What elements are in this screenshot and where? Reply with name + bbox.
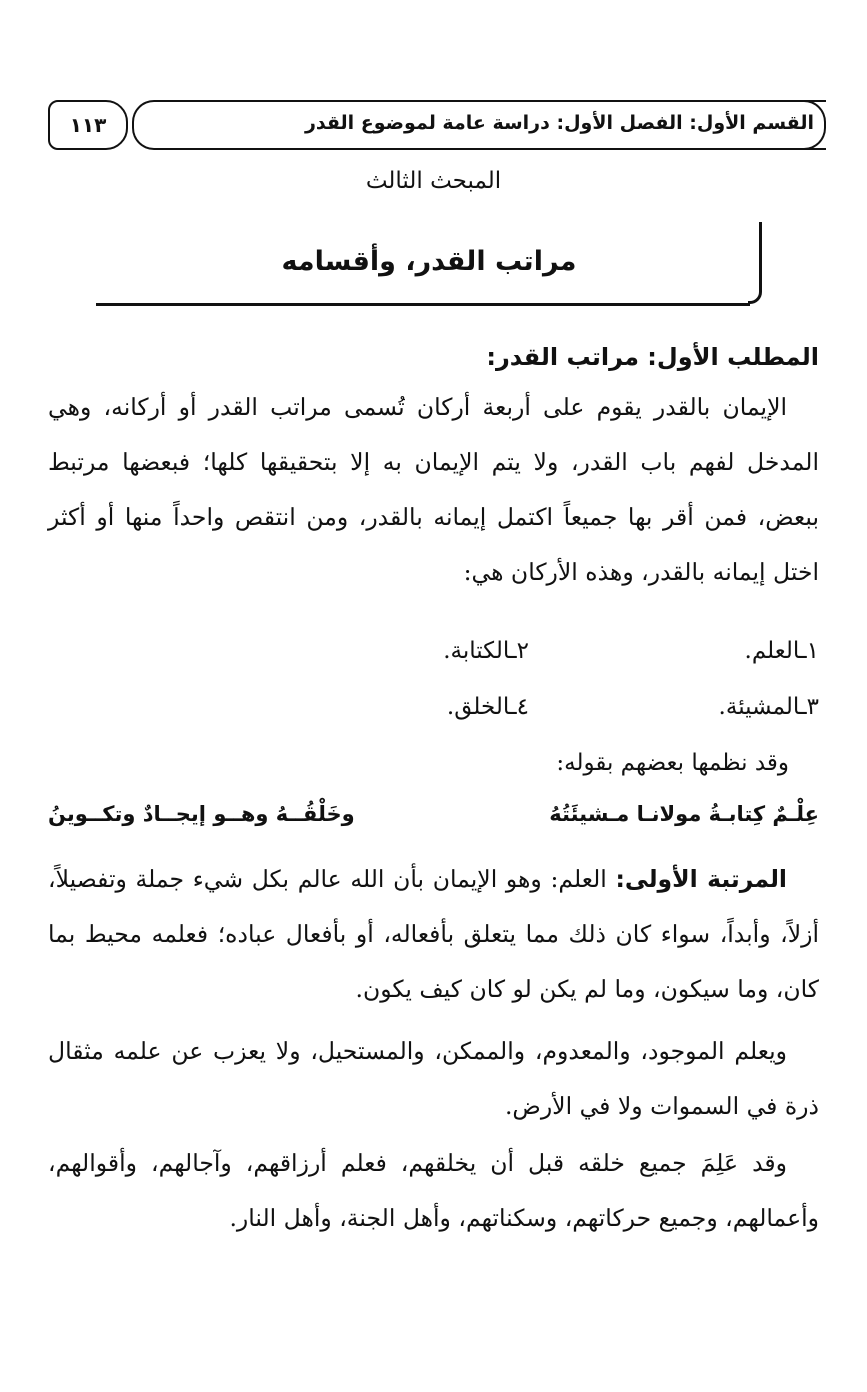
pillar-item: ٣ـالمشيئة. (718, 694, 819, 720)
subheading: المطلب الأول: مراتب القدر: (486, 343, 819, 371)
rank-one-text: العلم: وهو الإيمان بأن الله عالم بكل شيء جملة وتفصيلاً، أزلاً، وأبداً، سواء كان ذلك مما يتعلق بأفعاله، أو بأفعال عباده؛ فعلمه محيط بما كان، وما سيكون، وما لم يكن لو كان كيف يكون. (48, 865, 819, 1003)
rank-one-paragraph (48, 852, 819, 1017)
verse-second-hemistich: وخَلْقُــهُ وهــو إيجــادٌ وتكــوينُ (48, 802, 355, 826)
title-underline (96, 303, 750, 306)
poem-intro: وقد نظمها بعضهم بقوله: (556, 750, 789, 776)
pillar-item: ٢ـالكتابة. (443, 638, 529, 664)
section-label: المبحث الثالث (365, 168, 502, 194)
creation-paragraph: وقد عَلِمَ جميع خلقه قبل أن يخلقهم، فعلم أرزاقهم، وآجالهم، وأقوالهم، وأعمالهم، وجميع حركاتهم، وسكناتهم، وأهل الجنة، وأهل النار. (48, 1149, 819, 1232)
running-header (48, 100, 826, 152)
intro-paragraph: الإيمان بالقدر يقوم على أربعة أركان تُسمى مراتب القدر أو أركانه، وهي المدخل لفهم باب القدر، ولا يتم الإيمان به إلا بتحقيقها كلها؛ فبعضها مرتبط ببعض، فمن أقر بها جميعاً اكتمل إيمانه بالقدر، ومن انتقص واحداً منها أو أكثر اختل إيمانه بالقدر، وهذه الأركان هي: (48, 393, 819, 586)
running-title: القسم الأول: الفصل الأول: دراسة عامة لموضوع القدر (304, 112, 814, 134)
knowledge-paragraph: ويعلم الموجود، والمعدوم، والممكن، والمستحيل، ولا يعزب عن علمه مثقال ذرة في السموات ولا في الأرض. (48, 1037, 819, 1120)
rank-one-label: المرتبة الأولى: (615, 865, 787, 893)
chapter-title: مراتب القدر، وأقسامه (281, 246, 577, 277)
chapter-title-box (96, 222, 762, 308)
header-bar (132, 100, 826, 150)
page-number: ١١٣ (48, 100, 128, 150)
pillar-item: ٤ـالخلق. (446, 694, 529, 720)
pillar-item: ١ـالعلم. (744, 638, 819, 664)
verse-first-hemistich: عِلْـمٌ كِتابـةُ مولانـا مـشيئَتُهُ (549, 802, 819, 826)
